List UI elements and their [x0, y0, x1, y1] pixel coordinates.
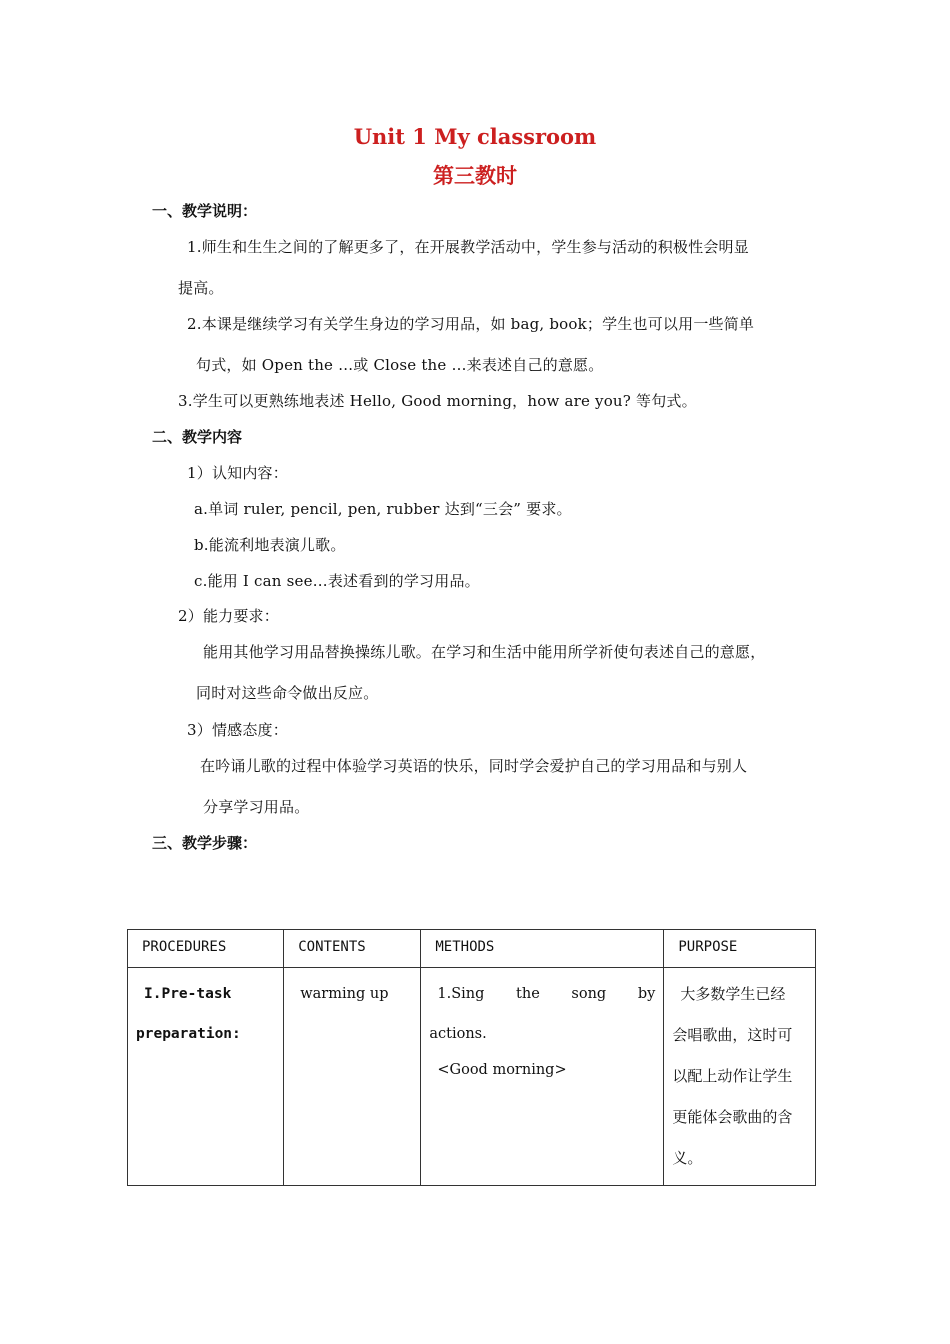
row1-procedure-line2: preparation:: [136, 1026, 241, 1042]
row1-methods-word-1: 1.Sing: [437, 986, 485, 1002]
page-subtitle: 第三教时: [433, 163, 517, 188]
table-row: [128, 968, 816, 1186]
row1-methods-line2: actions.: [429, 1026, 487, 1042]
section2-heading: 二、教学内容: [152, 428, 243, 446]
row1-purpose-line2: 会唱歌曲，这时可: [672, 1026, 793, 1044]
header-procedures-text: PROCEDURES: [142, 939, 227, 955]
row1-methods-line1: [429, 974, 655, 1014]
procedure-table: [127, 929, 816, 1186]
row1-methods-word-2: the: [516, 986, 540, 1002]
section3-heading: 三、教学步骤：: [152, 834, 258, 852]
ability-label: 2）能力要求：: [178, 607, 279, 625]
row1-contents: [284, 968, 421, 1186]
header-methods-text: METHODS: [435, 939, 495, 955]
header-purpose: [664, 930, 816, 968]
row1-purpose-line4: 更能体会歌曲的含: [672, 1108, 793, 1126]
row1-purpose-line1: 大多数学生已经: [680, 985, 786, 1003]
ability-text-2: 同时对这些命令做出反应。: [196, 684, 379, 702]
section1-item-1: 1.师生和生生之间的了解更多了，在开展教学活动中，学生参与活动的积极性会明显: [187, 238, 749, 256]
page-title: Unit 1 My classroom: [353, 124, 597, 149]
emotion-text-1: 在吟诵儿歌的过程中体验学习英语的快乐，同时学会爱护自己的学习用品和与别人: [200, 757, 748, 775]
row1-purpose-line3: 以配上动作让学生: [672, 1067, 793, 1085]
row1-methods-word-4: by: [637, 986, 656, 1002]
header-contents: [284, 930, 421, 968]
cognitive-item-b: b.能流利地表演儿歌。: [194, 536, 346, 554]
row1-purpose-line5: 义。: [672, 1149, 703, 1167]
row1-procedure: [128, 968, 284, 1186]
section1-item-1-cont: 提高。: [178, 279, 224, 297]
cognitive-item-a: a.单词 ruler, pencil, pen, rubber 达到“三会” 要求。: [194, 500, 572, 518]
ability-text-1: 能用其他学习用品替换操练儿歌。在学习和生活中能用所学祈使句表述自己的意愿，: [203, 643, 766, 661]
row1-methods-word-3: song: [571, 986, 607, 1002]
section1-item-3: 3.学生可以更熟练地表述 Hello, Good morning，how are you? 等句式。: [178, 392, 697, 410]
section1-heading: 一、教学说明：: [152, 202, 258, 220]
table-header-row: [128, 930, 816, 968]
row1-contents-text: warming up: [300, 986, 389, 1002]
header-contents-text: CONTENTS: [298, 939, 366, 955]
header-procedures: [128, 930, 284, 968]
row1-methods: [421, 968, 664, 1186]
section1-item-2-cont: 句式，如 Open the …或 Close the …来表述自己的意愿。: [196, 356, 604, 374]
row1-methods-line3: <Good morning>: [437, 1062, 567, 1078]
row1-purpose: [664, 968, 816, 1186]
row1-procedure-line1: I.Pre-task: [144, 986, 232, 1002]
emotion-label: 3）情感态度：: [187, 721, 288, 739]
header-methods: [421, 930, 664, 968]
header-purpose-text: PURPOSE: [678, 939, 738, 955]
emotion-text-2: 分享学习用品。: [203, 798, 310, 816]
cognitive-label: 1）认知内容：: [187, 464, 288, 482]
section1-item-2: 2.本课是继续学习有关学生身边的学习用品，如 bag, book；学生也可以用一些简单: [187, 315, 755, 333]
cognitive-item-c: c.能用 I can see…表述看到的学习用品。: [194, 572, 480, 590]
